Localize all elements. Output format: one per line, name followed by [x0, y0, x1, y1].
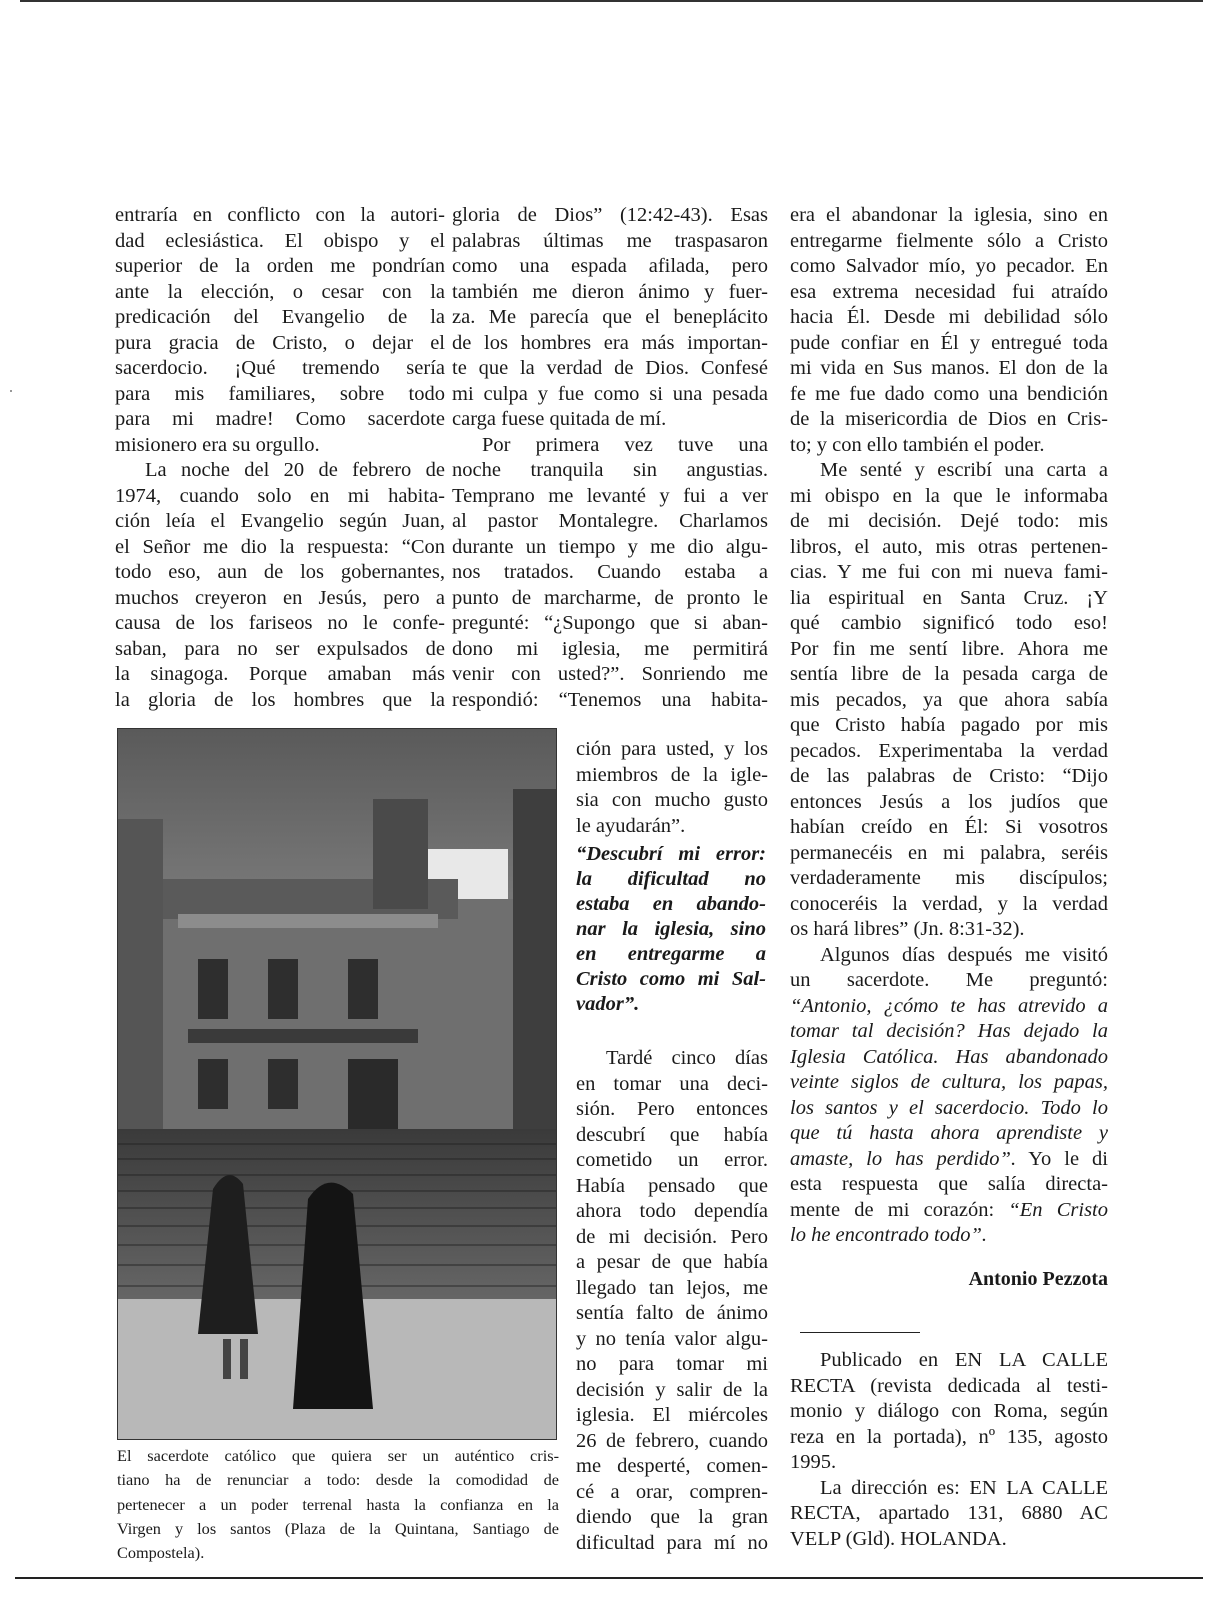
- text-line: [790, 1198, 1108, 1224]
- text-line: punto de marcharme, de pronto le: [452, 586, 768, 609]
- text-line: en tomar una deci-: [576, 1072, 768, 1095]
- text-line: para mi madre! Como sacerdote: [115, 408, 445, 430]
- text-line: za. Me parecía que el beneplácito: [452, 306, 768, 328]
- text-line: misionero era su orgullo.: [115, 433, 320, 456]
- text-line: iglesia. El miércoles: [576, 1404, 768, 1426]
- text-line: sia con mucho gusto: [576, 789, 768, 811]
- text-line: “Descubrí mi error:: [576, 843, 766, 865]
- text-line: que Cristo había pagado por mis: [790, 714, 1108, 736]
- text-line: La dirección es: EN LA CALLE: [820, 1476, 1108, 1499]
- text-line: también me dieron ánimo y fuer-: [452, 280, 768, 303]
- text-line: todo eso, aun de los gobernantes,: [115, 561, 445, 583]
- text-line: de la misericordia de Dios en Cris-: [790, 408, 1108, 430]
- italic-text: amaste, lo has perdido”.: [790, 1147, 1017, 1170]
- text-line: Publicado en EN LA CALLE: [820, 1349, 1108, 1371]
- text-line: mis pecados, ya que ahora sabía: [790, 688, 1108, 711]
- text-line: dificultad para mí no: [576, 1531, 768, 1554]
- text-line: la gloria de los hombres que la: [115, 688, 445, 711]
- text-line: de mi decisión. Pero: [576, 1225, 768, 1248]
- text-line: pecados. Experimentaba la verdad: [790, 739, 1108, 762]
- text-line: [790, 994, 1108, 1020]
- text-line: [790, 1045, 1108, 1071]
- text-line: nar la iglesia, sino: [576, 918, 766, 940]
- text-line: RECTA (revista dedicada al testi-: [790, 1374, 1108, 1397]
- italic-text: lo he encontrado todo”.: [790, 1224, 988, 1246]
- text-line: mi vida en Sus manos. El don de la: [790, 357, 1108, 379]
- text-line: de los hombres era más importan-: [452, 331, 768, 354]
- text-line: cias. Y me fui con mi nueva fami-: [790, 561, 1108, 583]
- text-line: entonces Jesús a los judíos que: [790, 790, 1108, 813]
- text-line: llegado tan lejos, me: [576, 1276, 768, 1299]
- text-line: causa de los fariseos no le confe-: [115, 612, 445, 634]
- text-line: como Salvador mío, yo pecador. En: [790, 255, 1108, 277]
- text-line: lia espiritual en Santa Cruz. ¡Y: [790, 586, 1108, 609]
- text-line: era el abandonar la iglesia, sino en: [790, 204, 1108, 226]
- text-line: 26 de febrero, cuando: [576, 1429, 768, 1452]
- text-line: tiano ha de renunciar a todo: desde la comodidad de: [117, 1470, 559, 1490]
- text-line: como una espada afilada, pero: [452, 255, 768, 277]
- text-line: pregunté: “¿Supongo que si aban-: [452, 612, 768, 634]
- text-line: Cristo como mi Sal-: [576, 968, 766, 990]
- text-line: palabras últimas me traspasaron: [452, 229, 768, 252]
- text-line: decisión y salir de la: [576, 1378, 768, 1401]
- text-line: El sacerdote católico que quiera ser un auténtico cris-: [117, 1446, 559, 1465]
- footnote-rule: [800, 1332, 920, 1333]
- text-line: nos tratados. Cuando estaba a: [452, 561, 768, 583]
- italic-text: tomar tal decisión? Has dejado la: [790, 1020, 1108, 1042]
- italic-text: “Antonio, ¿cómo te has atrevido a: [790, 994, 1108, 1017]
- text-line: pura gracia de Cristo, o dejar el: [115, 331, 445, 354]
- text-line: La noche del 20 de febrero de: [145, 459, 445, 481]
- text-line: qué cambio significó todo eso!: [790, 612, 1108, 634]
- text-line: el Señor me dio la respuesta: “Con: [115, 535, 445, 558]
- text-line: muchos creyeron en Jesús, pero a: [115, 586, 445, 609]
- text-line: carga fuese quitada de mí.: [452, 408, 667, 430]
- text-line: entregarme fielmente sólo a Cristo: [790, 229, 1108, 252]
- text-line: la sinagoga. Porque amaban más: [115, 663, 445, 685]
- text-line: ción leía el Evangelio según Juan,: [115, 510, 445, 532]
- text-line: [790, 1070, 1108, 1096]
- text-line: descubrí que había: [576, 1123, 768, 1146]
- text-line: os hará libres” (Jn. 8:31-32).: [790, 918, 1025, 940]
- text-line: monio y diálogo con Roma, según: [790, 1400, 1108, 1422]
- italic-text: Iglesia Católica. Has abandonado: [790, 1045, 1108, 1068]
- text-line: dono mi iglesia, me permitirá: [452, 637, 768, 660]
- text-line: en entregarme a: [576, 943, 766, 965]
- text-line: le ayudarán”.: [576, 814, 686, 837]
- column-2-bottom: [576, 1046, 768, 1556]
- text-line: ante la elección, o cesar con la: [115, 280, 445, 303]
- text-line: sacerdocio. ¡Qué tremendo sería: [115, 357, 445, 379]
- italic-text: los santos y el sacerdocio. Todo lo: [790, 1096, 1108, 1119]
- text-line: Había pensado que: [576, 1174, 768, 1197]
- column-3: [790, 203, 1108, 1249]
- text-line: fe me fue dado como una bendición: [790, 382, 1108, 405]
- text-line: mi culpa y fue como si una pesada: [452, 382, 768, 405]
- text-line: 1974, cuando solo en mi habita-: [115, 484, 445, 507]
- text-line: no para tomar mi: [576, 1353, 768, 1375]
- text-line: Por fin me sentí libre. Ahora me: [790, 637, 1108, 660]
- column-1: [115, 203, 445, 713]
- text-line: cé a orar, compren-: [576, 1480, 768, 1503]
- text-line: la dificultad no: [576, 868, 766, 890]
- text-line: Virgen y los santos (Plaza de la Quintana, Santiago de: [117, 1518, 559, 1538]
- text-line: cometido un error.: [576, 1149, 768, 1171]
- photo-plaza-quintana: [117, 728, 557, 1440]
- text-line: pertenecer a un poder terrenal hasta la confianza en la: [117, 1494, 559, 1514]
- scan-speck: [10, 390, 12, 392]
- text-line: habían creído en Él: Si vosotros: [790, 816, 1108, 838]
- text-line: 1995.: [790, 1451, 837, 1473]
- text-line: verdaderamente mis discípulos;: [790, 867, 1108, 889]
- text-line: gloria de Dios” (12:42-43). Esas: [452, 204, 768, 226]
- text-line: superior de la orden me pondrían: [115, 255, 445, 277]
- bottom-rule: [15, 1577, 1203, 1579]
- text-line: esa extrema necesidad fui atraído: [790, 280, 1108, 303]
- text-line: noche tranquila sin angustias.: [452, 459, 768, 481]
- text-line: miembros de la igle-: [576, 763, 768, 786]
- text-line: VELP (Gld). HOLANDA.: [790, 1527, 1007, 1550]
- text-line: hacia Él. Desde mi debilidad sólo: [790, 306, 1108, 328]
- text-line: ahora todo dependía: [576, 1200, 768, 1222]
- text-line: un sacerdote. Me preguntó:: [790, 969, 1108, 991]
- text-line: diendo que la gran: [576, 1506, 768, 1528]
- text-line: [790, 1121, 1108, 1147]
- text-line: estaba en abando-: [576, 893, 766, 915]
- text-line: ción para usted, y los: [576, 738, 768, 760]
- text-line: Tardé cinco días: [606, 1047, 768, 1069]
- text-line: durante un tiempo y me dio algu-: [452, 535, 768, 558]
- text-line: de las palabras de Cristo: “Dijo: [790, 765, 1108, 787]
- text-line: vador”.: [576, 993, 640, 1015]
- column-2-top: [452, 203, 768, 713]
- text-line: a pesar de que había: [576, 1251, 768, 1273]
- column-2-narrow: [576, 737, 768, 839]
- text-line: Temprano me levanté y fui a ver: [452, 484, 768, 507]
- text-line: [790, 1096, 1108, 1122]
- text-line: entraría en conflicto con la autori-: [115, 204, 445, 226]
- pull-quote: [576, 842, 766, 1017]
- top-rule: [20, 0, 1203, 2]
- text-line: al pastor Montalegre. Charlamos: [452, 510, 768, 532]
- italic-text: “En Cristo: [1008, 1198, 1108, 1221]
- italic-text: que tú hasta ahora aprendiste y: [790, 1122, 1108, 1144]
- text-line: Por primera vez tuve una: [482, 433, 768, 456]
- text-line: reza en la portada), nº 135, agosto: [790, 1425, 1108, 1448]
- text-line: me desperté, comen-: [576, 1455, 768, 1477]
- text-line: [790, 1019, 1108, 1045]
- text-line: para mis familiares, sobre todo: [115, 382, 445, 405]
- text-span: mente de mi corazón:: [790, 1198, 1009, 1221]
- text-line: respondió: “Tenemos una habita-: [452, 688, 768, 711]
- text-line: de mi decisión. Dejé todo: mis: [790, 510, 1108, 532]
- text-line: sión. Pero entonces: [576, 1098, 768, 1120]
- text-line: to; y con ello también el poder.: [790, 433, 1045, 456]
- text-line: [790, 1147, 1108, 1173]
- text-line: sentía libre de la pesada carga de: [790, 663, 1108, 685]
- text-line: permanecéis en mi palabra, seréis: [790, 841, 1108, 864]
- photo-caption: [117, 1444, 559, 1565]
- publication-note: [790, 1348, 1108, 1552]
- text-line: [790, 1223, 1108, 1249]
- italic-text: veinte siglos de cultura, los papas,: [790, 1071, 1108, 1093]
- text-line: esta respuesta que salía directa-: [790, 1173, 1108, 1195]
- text-line: Me senté y escribí una carta a: [820, 459, 1108, 481]
- text-span: Yo le di: [1016, 1147, 1108, 1170]
- text-line: venir con usted?”. Sonriendo me: [452, 663, 768, 685]
- text-line: conoceréis la verdad, y la verdad: [790, 892, 1108, 915]
- text-line: libros, el auto, mis otras pertenen-: [790, 535, 1108, 558]
- text-line: mi obispo en la que le informaba: [790, 484, 1108, 507]
- text-line: RECTA, apartado 131, 6880 AC: [790, 1502, 1108, 1524]
- text-line: Compostela).: [117, 1543, 205, 1563]
- text-line: pude confiar en Él y entregué toda: [790, 331, 1108, 354]
- author-signature: Antonio Pezzota: [968, 1268, 1108, 1290]
- text-line: sentía falto de ánimo: [576, 1302, 768, 1324]
- text-line: te que la verdad de Dios. Confesé: [452, 357, 768, 379]
- text-line: Algunos días después me visitó: [820, 943, 1108, 966]
- text-line: predicación del Evangelio de la: [115, 306, 445, 328]
- text-line: dad eclesiástica. El obispo y el: [115, 229, 445, 252]
- text-line: saban, para no ser expulsados de: [115, 637, 445, 660]
- text-line: y no tenía valor algu-: [576, 1327, 768, 1350]
- photo-image: [118, 729, 557, 1440]
